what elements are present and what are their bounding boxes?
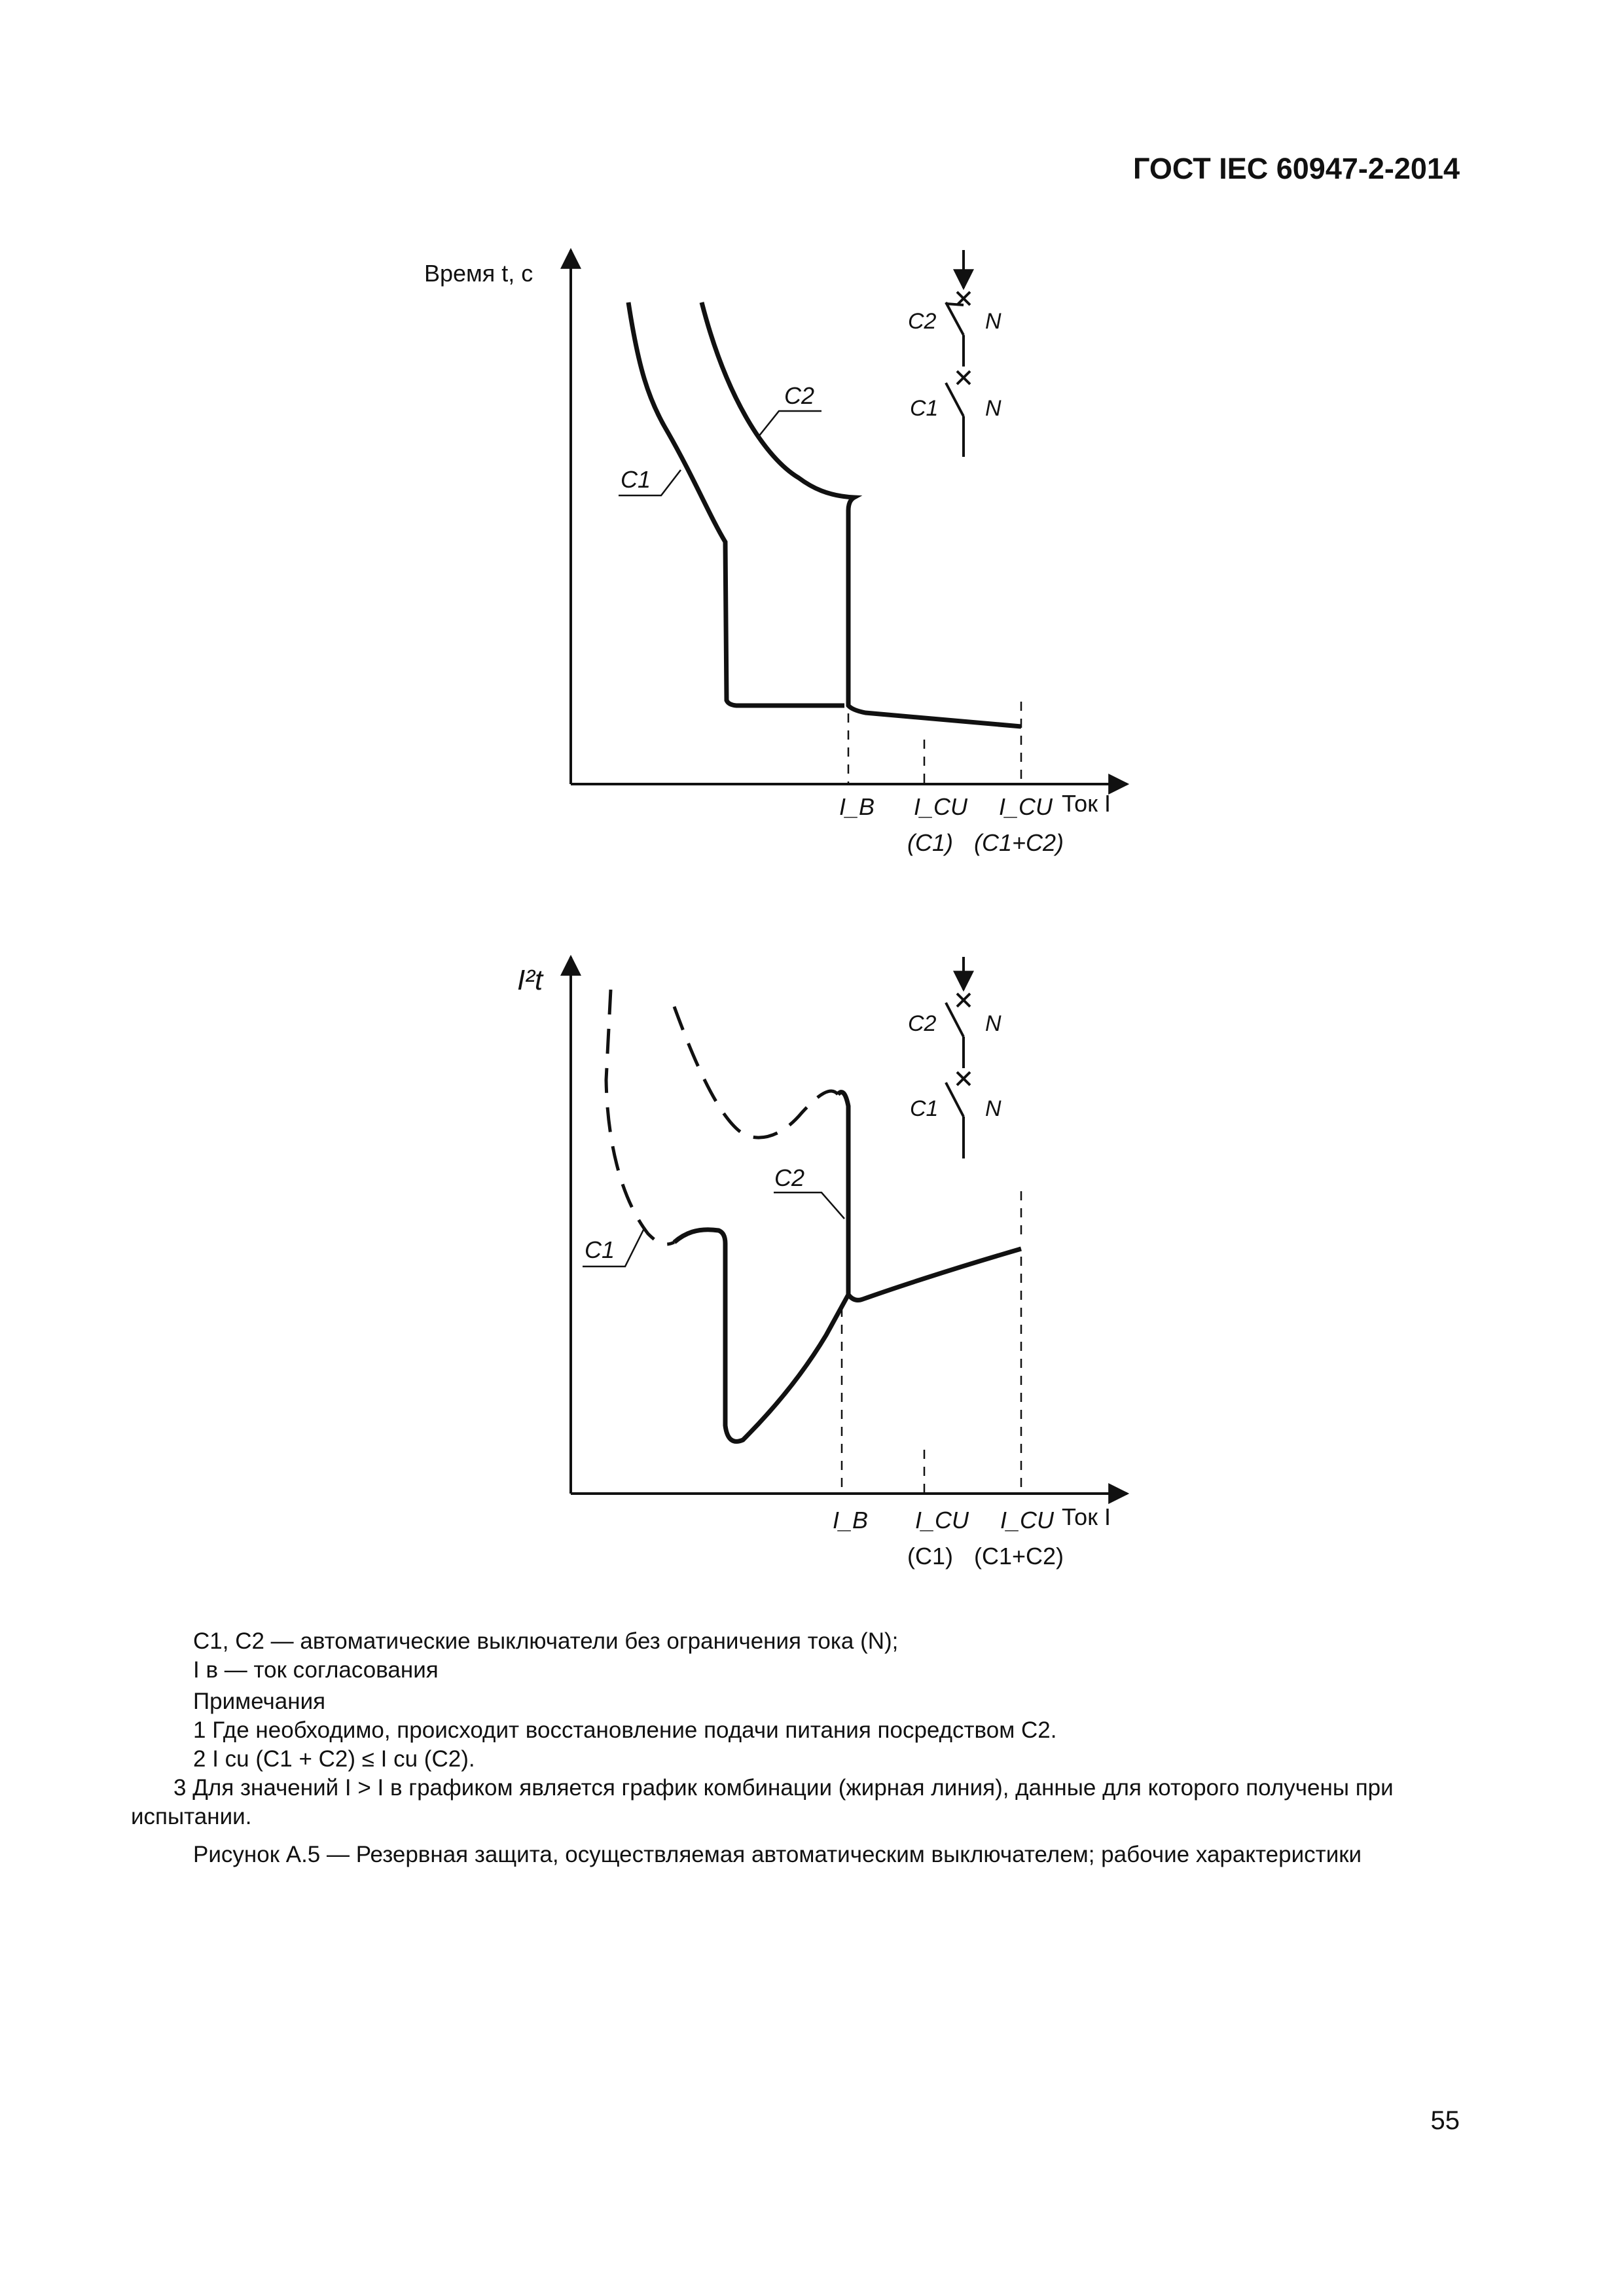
bottom-x-axis-label: Ток I: [1062, 1503, 1111, 1530]
legend-line-2: I в — ток согласования: [193, 1657, 439, 1683]
bottom-tick-icu-c1c2: I_CU: [1000, 1507, 1055, 1534]
bottom-chart: [517, 957, 1127, 1570]
top-tick-icu-c1: I_CU: [914, 793, 968, 820]
top-schema-c1: C1: [910, 396, 939, 421]
bottom-tick-ib: I_B: [833, 1507, 869, 1534]
bottom-schema-c2: C2: [908, 1011, 937, 1036]
figure-caption: Рисунок А.5 — Резервная защита, осуществляемая автоматическим выключателем; рабочие характеристики: [193, 1842, 1362, 1867]
top-chart: [424, 250, 1127, 856]
top-tick-ib: I_B: [839, 793, 875, 820]
bottom-label-c2: C2: [774, 1164, 805, 1191]
page-number: 55: [1430, 2106, 1460, 2135]
bottom-label-c1: C1: [585, 1236, 615, 1263]
top-leader-c2: [758, 411, 821, 437]
bottom-schema-n-lower: N: [985, 1096, 1001, 1121]
top-tick-icu-c1c2: I_CU: [999, 793, 1053, 820]
bottom-y-axis-label: I²t: [517, 964, 543, 996]
top-schema-n-upper: N: [985, 309, 1001, 334]
top-label-c1: C1: [621, 466, 651, 493]
note-1: 1 Где необходимо, происходит восстановление подачи питания посредством C2.: [193, 1717, 1057, 1743]
top-x-axis-label: Ток I: [1062, 790, 1111, 817]
bottom-leader-c2: [774, 1193, 844, 1219]
bottom-tick-icu-c1: I_CU: [915, 1507, 969, 1534]
bottom-schema-n-upper: N: [985, 1011, 1001, 1036]
note-2: 2 I cu (C1 + C2) ≤ I cu (C2).: [193, 1746, 475, 1772]
top-label-c2: C2: [784, 382, 815, 409]
document-header: ГОСТ IEC 60947-2-2014: [1132, 152, 1460, 185]
bottom-sub-c1c2: (C1+C2): [974, 1543, 1064, 1570]
top-y-axis-label: Время t, с: [424, 260, 533, 287]
bottom-curve-c2-solid: [838, 1092, 1021, 1300]
top-circuit-diagram: [908, 250, 1001, 457]
bottom-schema-c1: C1: [910, 1096, 939, 1121]
top-curve-c2: [702, 302, 1021, 726]
notes-title: Примечания: [193, 1689, 326, 1714]
top-schema-n-lower: N: [985, 396, 1001, 421]
top-sub-c1: (C1): [907, 829, 953, 856]
note-3: 3 Для значений I > I в графиком является график комбинации (жирная линия), данные для которого получены при испытании.: [131, 1775, 1394, 1829]
bottom-curve-c1-dashed: [606, 990, 674, 1244]
bottom-curve-c1-solid: [674, 1230, 848, 1442]
top-curve-c1: [628, 302, 844, 706]
legend-line-1: C1, C2 — автоматические выключатели без ограничения тока (N);: [193, 1628, 899, 1654]
top-sub-c1c2: (C1+C2): [974, 829, 1064, 856]
figure-legend-and-notes: [131, 1627, 1473, 1869]
bottom-sub-c1: (C1): [907, 1543, 953, 1570]
bottom-circuit-diagram: [908, 957, 1001, 1158]
bottom-curve-c2-dashed: [674, 1007, 838, 1138]
top-schema-c2: C2: [908, 309, 937, 334]
